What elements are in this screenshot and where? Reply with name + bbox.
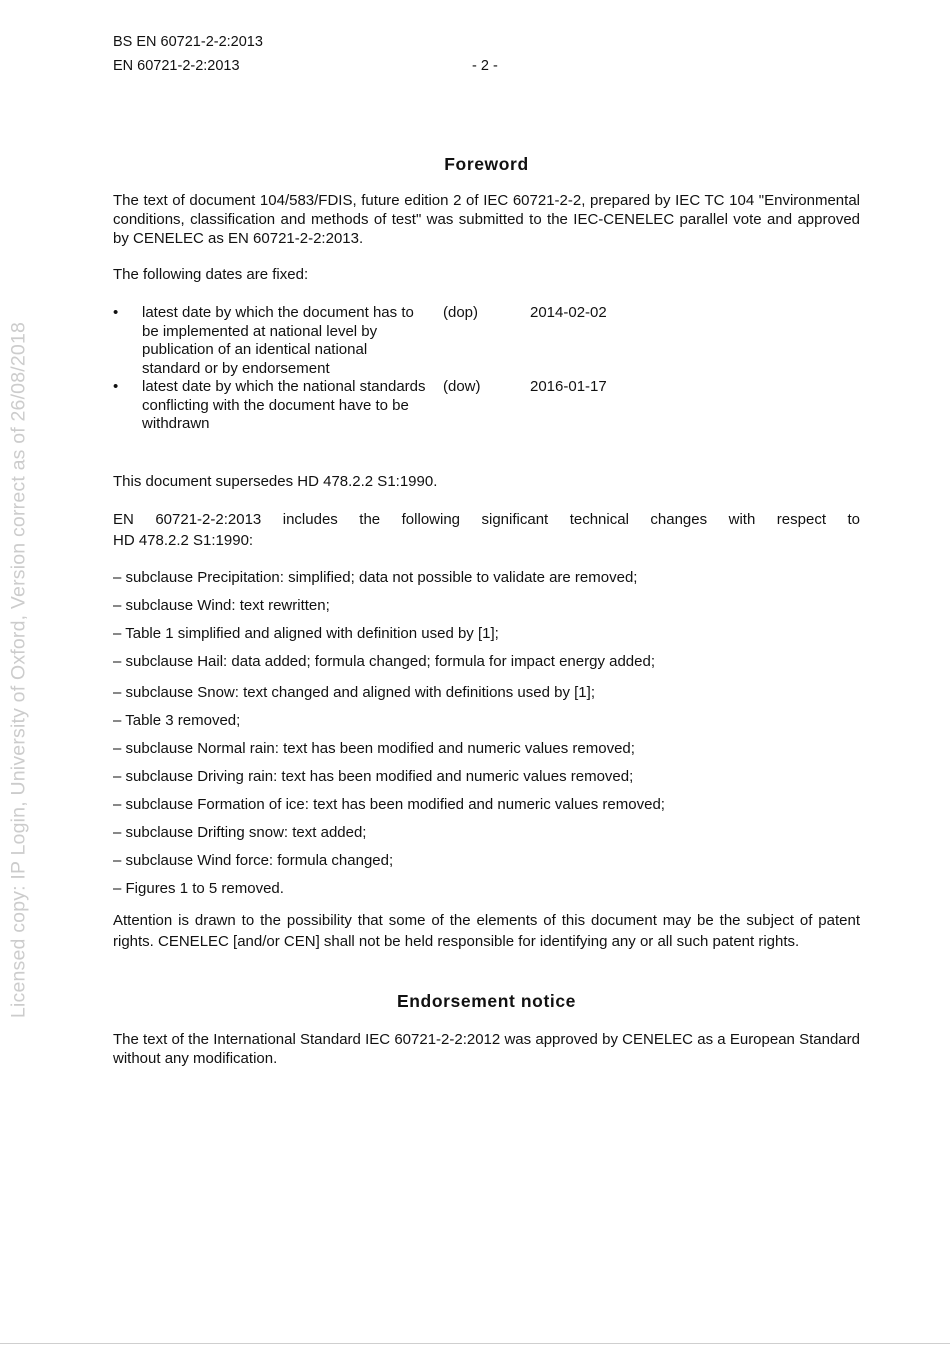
date-abbreviation: (dop) xyxy=(443,304,479,321)
change-item: – subclause Precipitation: simplified; data not possible to validate are removed; xyxy=(113,569,638,586)
change-item: – subclause Driving rain: text has been modified and numeric values removed; xyxy=(113,768,634,785)
supersedes-paragraph: This document supersedes HD 478.2.2 S1:1990. xyxy=(113,473,438,490)
change-item: – Figures 1 to 5 removed. xyxy=(113,880,284,897)
page-number: - 2 - xyxy=(472,58,498,74)
change-item: – subclause Drifting snow: text added; xyxy=(113,824,367,841)
date-description: latest date by which the document has to be implemented at national level by publication of an identical national standard or by endorsement xyxy=(142,304,414,377)
dates-intro: The following dates are fixed: xyxy=(113,266,309,283)
header-en-standard: EN 60721-2-2:2013 xyxy=(113,58,240,74)
license-watermark: Licensed copy: IP Login, University of Oxford, Version correct as of 26/08/2018 xyxy=(7,321,30,1019)
change-item: – subclause Hail: data added; formula changed; formula for impact energy added; xyxy=(113,653,655,670)
endorsement-heading: Endorsement notice xyxy=(396,991,577,1011)
bullet: • xyxy=(113,304,119,321)
change-item: – Table 3 removed; xyxy=(113,712,241,729)
changes-intro-line2: HD 478.2.2 S1:1990: xyxy=(113,532,254,549)
change-item: – subclause Wind: text rewritten; xyxy=(113,597,330,614)
date-value: 2014-02-02 xyxy=(530,304,607,321)
change-item: – Table 1 simplified and aligned with definition used by [1]; xyxy=(113,625,499,642)
change-item: – subclause Normal rain: text has been modified and numeric values removed; xyxy=(113,740,635,757)
foreword-intro-paragraph: The text of document 104/583/FDIS, future edition 2 of IEC 60721-2-2, prepared by IEC TC 104 "Environmental conditions, classification and methods of test" was submitted to the IEC-CENELEC parallel vote and approved by CENELEC as EN 60721-2-2:2013. xyxy=(113,192,860,247)
bullet: • xyxy=(113,378,119,395)
change-item: – subclause Snow: text changed and aligned with definitions used by [1]; xyxy=(113,684,595,701)
foreword-heading: Foreword xyxy=(444,154,529,174)
page-bottom-divider xyxy=(0,1343,950,1344)
patent-paragraph: Attention is drawn to the possibility that some of the elements of this document may be the subject of patent rights. CENELEC [and/or CEN] shall not be held responsible for identifying any or all such patent rights. xyxy=(113,912,860,950)
change-item: – subclause Formation of ice: text has been modified and numeric values removed; xyxy=(113,796,665,813)
endorsement-paragraph: The text of the International Standard IEC 60721-2-2:2012 was approved by CENELEC as a European Standard without any modification. xyxy=(113,1031,860,1067)
changes-intro-line1: EN 60721-2-2:2013 includes the following significant technical changes with respect to xyxy=(113,511,860,528)
change-item: – subclause Wind force: formula changed; xyxy=(113,852,394,869)
date-description: latest date by which the national standards conflicting with the document have to be withdrawn xyxy=(142,378,426,432)
date-value: 2016-01-17 xyxy=(530,378,607,395)
header-bs-standard: BS EN 60721-2-2:2013 xyxy=(113,34,263,50)
date-abbreviation: (dow) xyxy=(443,378,481,395)
